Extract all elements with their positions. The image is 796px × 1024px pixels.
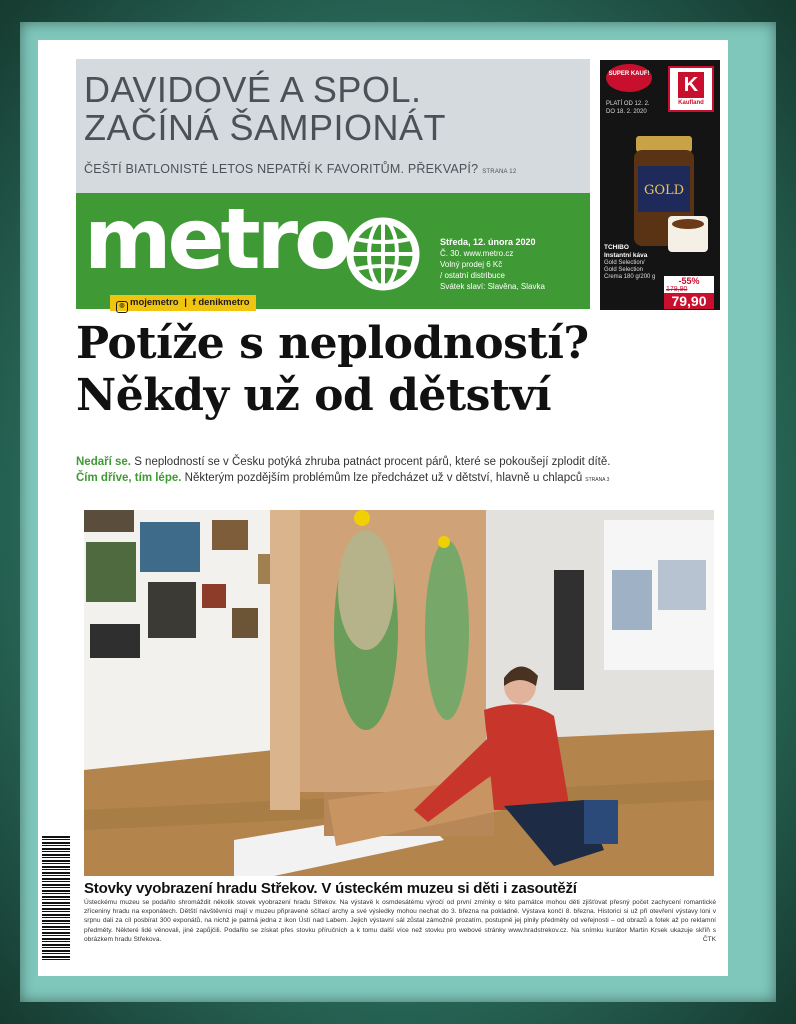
teaser-headline-line2: ZAČÍNÁ ŠAMPIONÁT xyxy=(84,107,447,148)
instagram-handle: mojemetro xyxy=(130,297,179,308)
ad-product-info xyxy=(604,244,656,281)
validity-line2: DO 18. 2. 2020 xyxy=(606,109,647,115)
social-links[interactable]: ◎ mojemetro | f denikmetro xyxy=(110,295,256,311)
top-teaser[interactable] xyxy=(76,59,590,193)
discount-badge: -55% xyxy=(664,276,714,286)
lead-line2 xyxy=(76,470,726,488)
nameday-line: Svátek slaví: Slavěna, Slavka xyxy=(440,282,545,291)
main-headline-line1: Potíže s neplodností? xyxy=(76,318,589,369)
kaufland-logo-text: Kaufland xyxy=(678,100,704,106)
old-price: 179,90 xyxy=(664,286,714,294)
globe-icon xyxy=(346,217,420,291)
main-headline[interactable] xyxy=(76,318,716,422)
photo-caption-text: Ústeckému muzeu se podařilo shromáždit několik stovek vyobrazení hradu Střekov. Na výstavě k osmdesátému výročí od první zmínky o této památce mohou děti zjišťovat přesný počet zachycení romantické zříceniny hradu na exponátech. Dětští návštěvníci mají v muzeu připravené sčítací archy a své výsledky mohou nechat do 3. března na pokladně. Výstava končí 8. března. Historici si už při otevření výstavy loni v srpnu dali za cíl posbírat 300 exponátů, na nichž je patrná jedna z ikon Ústí nad Labem. Jejich výstavní sál zůstal zámožně prozatím, postupně jej plnily předměty od veřejnosti – od obrazů a fotek až po reklamní předměty. Některé lidé věnovali, jiné zapůjčili. Podařilo se získat přes stovku příručních a k tomu další více než stovku pro webové stránky www.hradstrekov.cz. Na snímku kurátor Martin Krsek ukazuje skříň s obrázkem hradu Střekova. xyxy=(84,899,716,943)
metro-logo: metro xyxy=(84,190,348,288)
teaser-subtitle xyxy=(84,162,588,176)
main-headline-line2: Někdy už od dětství xyxy=(76,370,552,421)
masthead xyxy=(76,190,590,309)
teaser-page-ref: STRANA 12 xyxy=(482,169,517,175)
photo-caption-body xyxy=(84,898,716,944)
teaser-subtitle-text: ČEŠTÍ BIATLONISTÉ LETOS NEPATŘÍ K FAVORITŮM. PŘEKVAPÍ? xyxy=(84,162,479,176)
teaser-headline xyxy=(84,71,584,147)
newspaper-front-page xyxy=(38,40,728,976)
distribution-line: / ostatní distribuce xyxy=(440,271,505,280)
kaufland-logo-letter: K xyxy=(678,72,704,98)
coffee-jar-image xyxy=(624,132,710,260)
lead-line2-text: Některým pozdějším problémům lze předcházet už v dětství, hlavně u chlapců xyxy=(184,472,583,484)
product-details: Gold Selection/ Gold Selection Crema 180 g/200 g xyxy=(604,260,656,280)
main-photo[interactable] xyxy=(84,510,714,876)
masthead-info xyxy=(440,237,588,292)
lead-line1 xyxy=(76,454,726,470)
jar-label: GOLD xyxy=(643,183,685,198)
museum-photo-illustration xyxy=(84,510,714,876)
issue-number: Č. 30. www.metro.cz xyxy=(440,249,514,258)
new-price: 79,90 xyxy=(664,293,714,309)
barcode xyxy=(42,836,70,960)
lead-line2-highlight: Čím dříve, tím lépe. xyxy=(76,472,182,484)
product-type: Instantní káva xyxy=(604,252,648,259)
lead-page-ref: STRANA 3 xyxy=(585,477,610,483)
photo-caption-title: Stovky vyobrazení hradu Střekov. V ústeckém muzeu si děti i zasoutěží xyxy=(84,880,577,897)
validity-line1: PLATÍ OD 12. 2. xyxy=(606,101,650,107)
instagram-icon: ◎ xyxy=(116,301,128,313)
kaufland-ad[interactable] xyxy=(600,60,720,310)
teaser-headline-line1: DAVIDOVÉ A SPOL. xyxy=(84,69,422,110)
lead-line1-highlight: Nedaří se. xyxy=(76,456,131,468)
super-kauf-badge: SUPER KAUF! xyxy=(606,64,652,92)
kaufland-logo xyxy=(668,66,714,112)
facebook-handle: denikmetro xyxy=(198,297,250,308)
lead-text xyxy=(76,454,726,488)
facebook-icon: f xyxy=(192,297,196,308)
photo-credit: ČTK xyxy=(702,935,716,943)
lead-line1-text: S neplodností se v Česku potýká zhruba patnáct procent párů, které se pokoušejí zplodit dítě. xyxy=(134,456,611,468)
ad-validity xyxy=(606,100,666,116)
issue-date: Středa, 12. února 2020 xyxy=(440,237,536,247)
product-name: TCHIBO xyxy=(604,244,629,251)
price-line: Volný prodej 6 Kč xyxy=(440,260,503,269)
